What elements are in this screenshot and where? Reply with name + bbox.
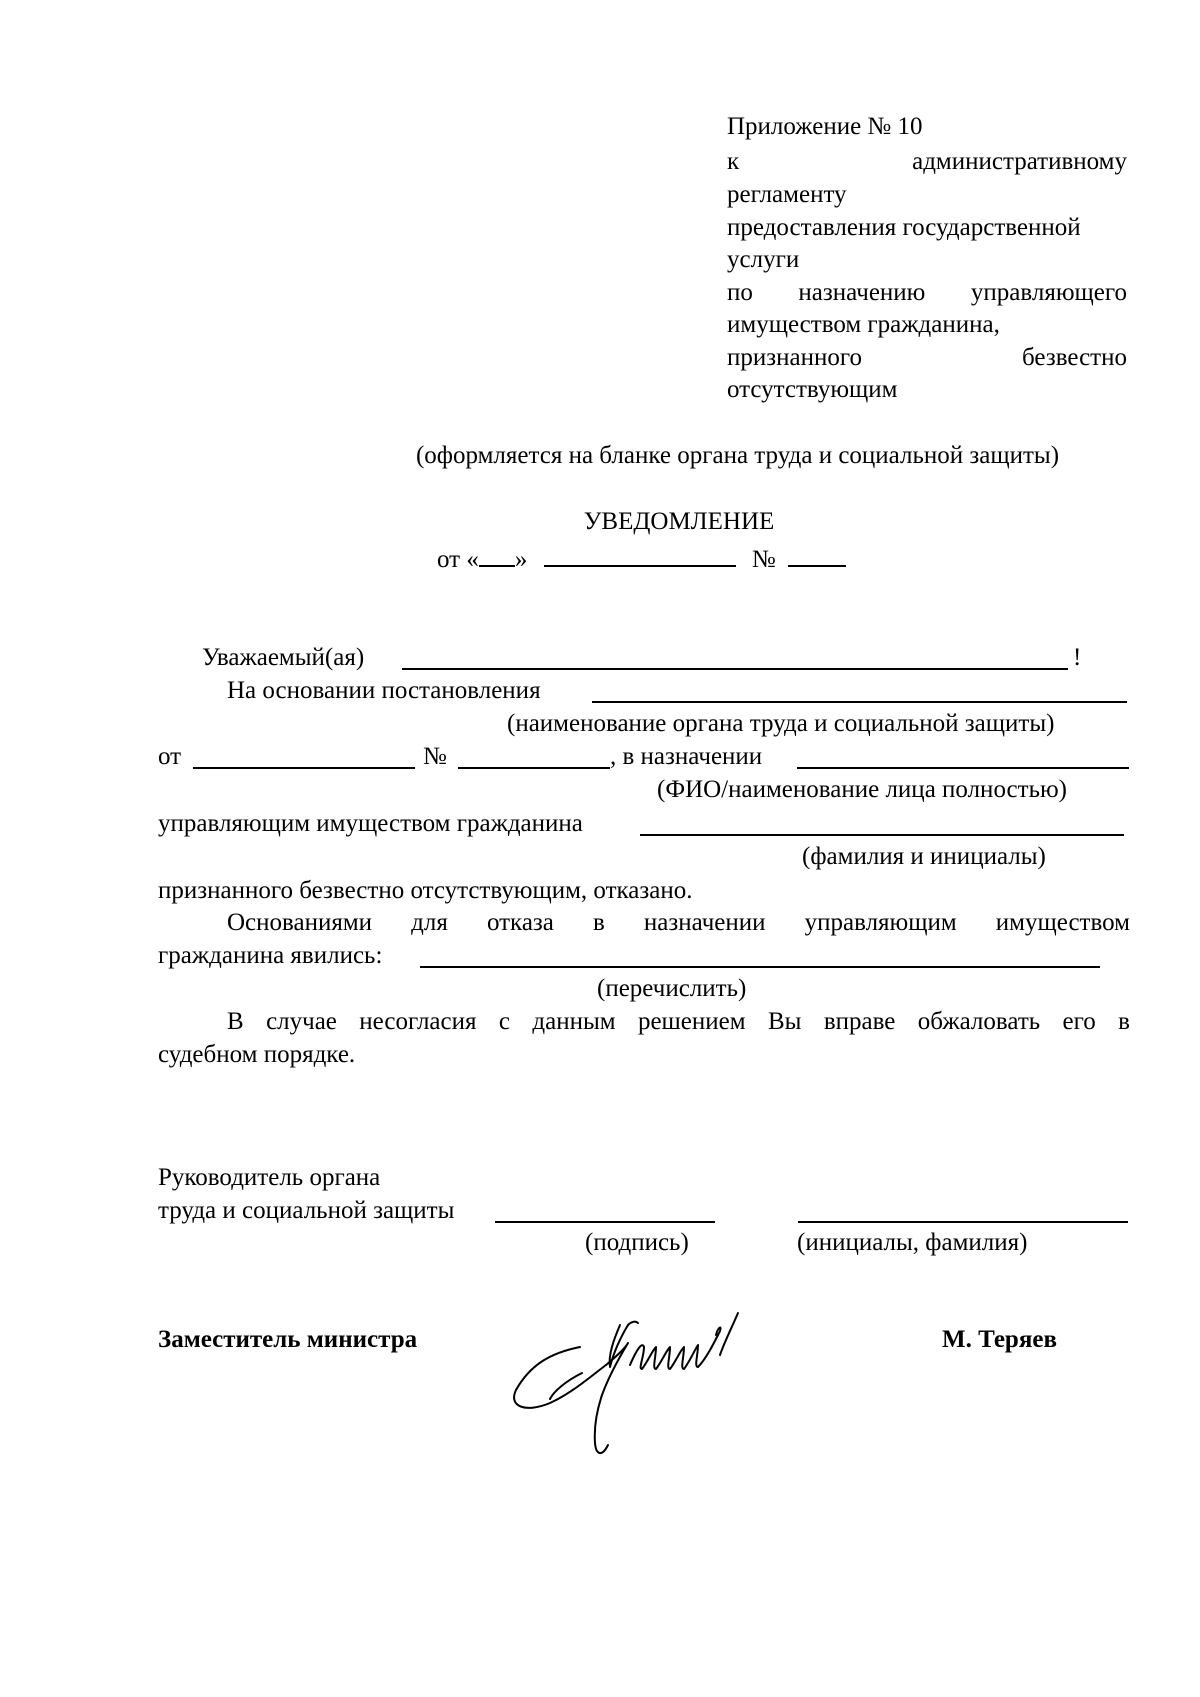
- appeal-line-2: судебном порядке.: [158, 1041, 356, 1068]
- day-field[interactable]: [479, 543, 515, 567]
- appendix-line-4: предоставления государственной: [727, 214, 1081, 241]
- name-hint: (инициалы, фамилия): [797, 1229, 1028, 1256]
- signatory-position: Заместитель министра: [158, 1326, 418, 1353]
- appendix-line-6: по назначению управляющего: [727, 279, 1127, 306]
- citizen-name-field[interactable]: [640, 834, 1124, 836]
- appendix-line-3: регламенту: [727, 181, 847, 208]
- decision-number-sign: №: [423, 743, 447, 770]
- greeting-exclamation: !: [1073, 644, 1082, 671]
- grounds-hint: (перечислить): [597, 975, 747, 1002]
- head-line-2: труда и социальной защиты: [158, 1197, 455, 1224]
- decision-assign: , в назначении: [610, 743, 763, 770]
- manager-hint: (фамилия и инициалы): [802, 843, 1046, 870]
- appendix-line-5: услуги: [727, 246, 800, 273]
- head-line-1: Руководитель органа: [158, 1164, 381, 1191]
- addressee-field[interactable]: [402, 668, 1068, 670]
- manager-label: управляющим имуществом гражданина: [158, 810, 583, 837]
- refused-text: признанного безвестно отсутствующим, отказано.: [158, 877, 693, 904]
- decision-hint: (ФИО/наименование лица полностью): [657, 776, 1067, 803]
- signatory-name: М. Теряев: [942, 1326, 1057, 1353]
- blank-note: (оформляется на бланке органа труда и социальной защиты): [415, 442, 1060, 469]
- head-name-field[interactable]: [798, 1221, 1128, 1223]
- notice-number-field[interactable]: [788, 543, 846, 567]
- grounds-field[interactable]: [420, 966, 1100, 968]
- grounds-line-1: Основаниями для отказа в назначении управляющим имуществом: [227, 909, 1130, 936]
- decision-from: от: [158, 743, 182, 770]
- applicant-name-field[interactable]: [797, 767, 1129, 769]
- handwritten-signature: [510, 1295, 830, 1475]
- appeal-line-1: В случае несогласия с данным решением Вы вправе обжаловать его в: [227, 1008, 1130, 1035]
- resolution-body-field[interactable]: [592, 701, 1127, 703]
- appendix-line-8: признанного безвестно: [727, 344, 1127, 371]
- head-signature-field[interactable]: [495, 1221, 715, 1223]
- date-field[interactable]: [544, 543, 736, 567]
- decision-date-field[interactable]: [193, 767, 415, 769]
- appendix-number: Приложение № 10: [727, 113, 923, 140]
- basis-label: На основании постановления: [227, 677, 541, 704]
- appendix-line-9: отсутствующим: [727, 376, 898, 403]
- greeting-label: Уважаемый(ая): [202, 644, 365, 671]
- appendix-line-7: имуществом гражданина,: [727, 311, 1000, 338]
- basis-hint: (наименование органа труда и социальной защиты): [507, 710, 1055, 737]
- signature-hint: (подпись): [585, 1229, 689, 1256]
- date-number-line: от « » №: [437, 543, 846, 575]
- notice-title: УВЕДОМЛЕНИЕ: [583, 508, 775, 535]
- appendix-line-2: к административному: [727, 148, 1127, 175]
- decision-number-field[interactable]: [458, 767, 610, 769]
- grounds-line-2: гражданина явились:: [158, 942, 383, 969]
